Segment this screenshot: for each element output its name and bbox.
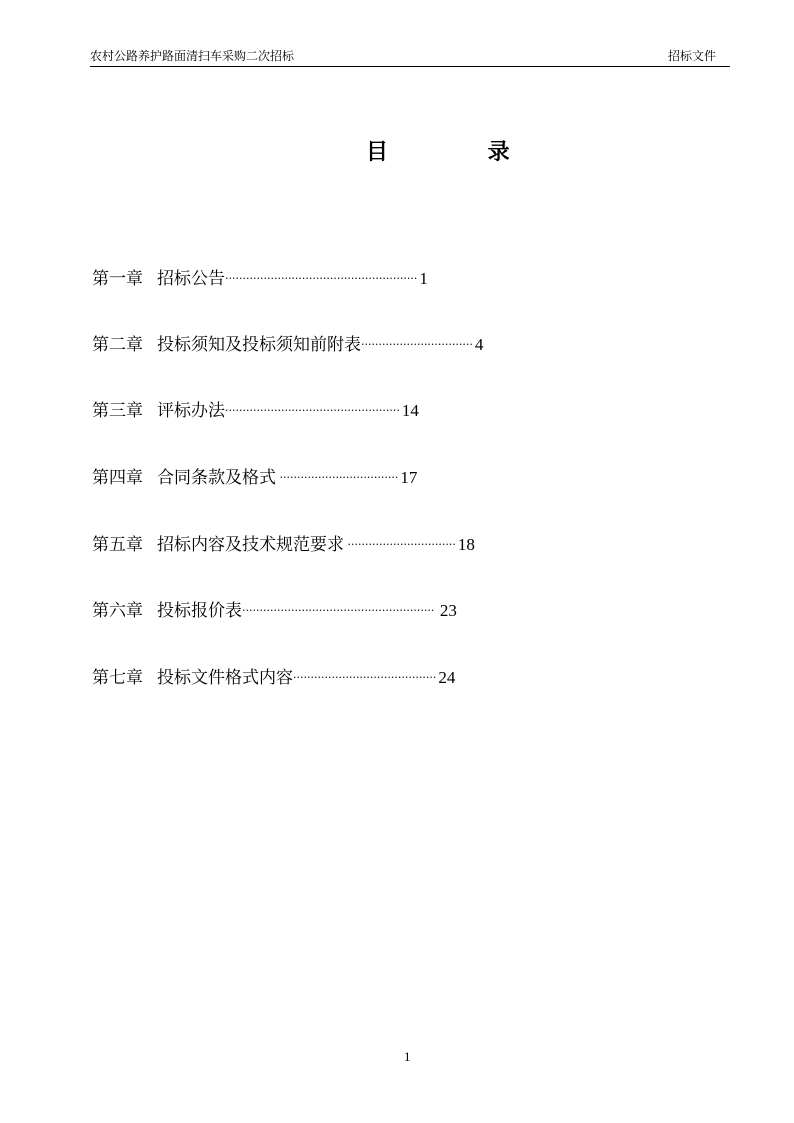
- toc-leader-dots: ·········································: [293, 671, 437, 684]
- toc-entry-chapter-2[interactable]: [92, 332, 692, 358]
- toc-leader-dots: ································: [361, 338, 473, 351]
- toc-entry-chapter-1[interactable]: [92, 266, 692, 292]
- toc-entry-chapter-5[interactable]: [92, 532, 692, 558]
- toc-leader-dots: ··················································: [225, 404, 400, 417]
- toc-title: 目 录: [366, 140, 556, 165]
- toc-page-number: 17: [400, 468, 418, 487]
- toc-leader-dots: ·······························: [344, 538, 456, 551]
- toc-chapter-name: 招标公告: [157, 269, 225, 289]
- toc-chapter-name: 招标内容及技术规范要求: [157, 535, 344, 555]
- toc-chapter-number: 第五章: [92, 535, 143, 555]
- page-header: [90, 48, 730, 67]
- toc-entry-chapter-7[interactable]: [92, 665, 692, 691]
- toc-page-number: 4: [474, 335, 484, 354]
- document-type: 招标文件: [667, 49, 716, 63]
- toc-page-number: 14: [401, 401, 419, 420]
- toc-chapter-name: 评标办法: [157, 401, 225, 421]
- toc-leader-dots: ··································: [276, 471, 399, 484]
- footer-page-number: 1: [404, 1049, 411, 1064]
- toc-chapter-name: 合同条款及格式: [157, 468, 276, 488]
- toc-page-number: 18: [457, 535, 475, 554]
- toc-chapter-number: 第三章: [92, 401, 143, 421]
- toc-chapter-name: 投标报价表: [157, 601, 242, 621]
- toc-entry-chapter-6[interactable]: [92, 598, 692, 624]
- toc-entry-chapter-4[interactable]: [92, 465, 692, 491]
- toc-leader-dots: ·······················································: [225, 272, 418, 285]
- toc-leader-dots: ·······················································: [242, 604, 438, 617]
- toc-chapter-number: 第一章: [92, 269, 143, 289]
- toc-chapter-name: 投标文件格式内容: [157, 668, 293, 688]
- toc-chapter-number: 第七章: [92, 668, 143, 688]
- toc-page-number: 1: [419, 269, 428, 288]
- document-name: 农村公路养护路面清扫车采购二次招标: [90, 49, 295, 63]
- toc-chapter-number: 第六章: [92, 601, 143, 621]
- toc-chapter-number: 第四章: [92, 468, 143, 488]
- toc-page-number: 23: [439, 601, 457, 620]
- toc-page-number: 24: [438, 668, 456, 687]
- toc-entry-chapter-3[interactable]: [92, 398, 692, 424]
- toc-chapter-number: 第二章: [92, 335, 143, 355]
- toc-chapter-name: 投标须知及投标须知前附表: [157, 335, 361, 355]
